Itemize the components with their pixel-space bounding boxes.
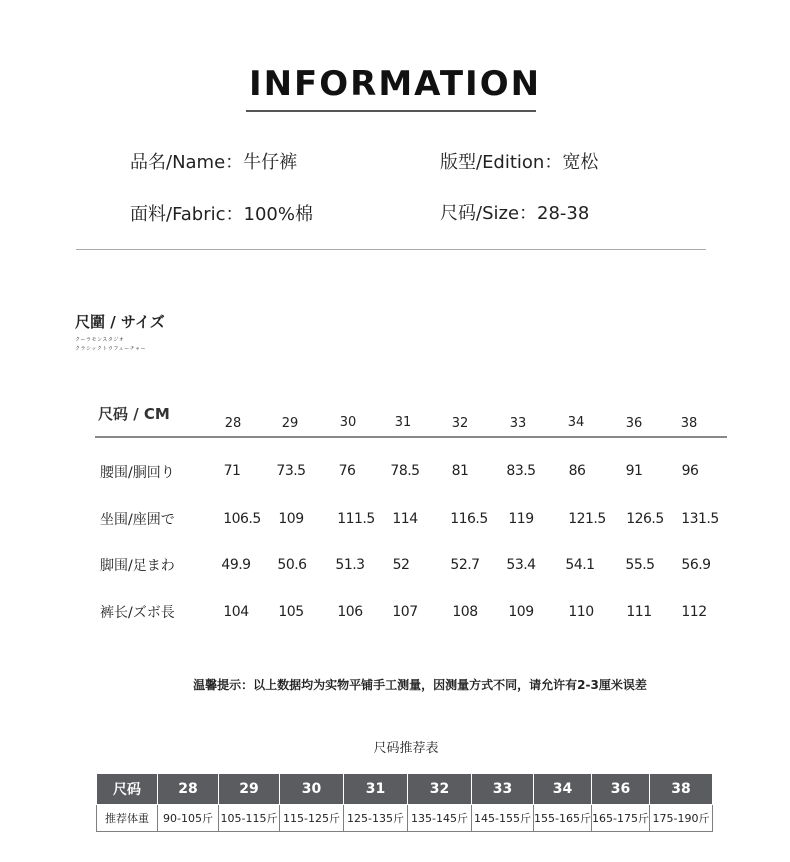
table-cell: 111 (626, 604, 652, 620)
size-col-header: 38 (680, 416, 698, 431)
recommend-weight-cell: 125-135斤 (344, 805, 408, 832)
size-col-header: 32 (451, 416, 469, 431)
recommend-header-row (97, 774, 713, 805)
table-cell: 56.9 (681, 557, 711, 573)
size-col-header: 36 (625, 416, 643, 431)
table-cell: 131.5 (681, 511, 719, 527)
table-cell: 121.5 (568, 511, 606, 527)
table-cell: 52.7 (450, 557, 480, 573)
table-cell: 49.9 (221, 557, 251, 573)
size-section-subtitle-2: クラシックトウフューチャー (75, 346, 147, 352)
size-header-label: 尺码 / CM (98, 405, 170, 423)
recommend-table (96, 773, 713, 832)
measurement-note: 温馨提示：以上数据均为实物平铺手工测量，因测量方式不同，请允许有2-3厘米误差 (193, 678, 647, 692)
table-cell: 86 (568, 463, 586, 479)
row-label-waist: 腰围/胴回り (100, 465, 175, 481)
row-label-length: 裤长/ズボ長 (100, 605, 175, 621)
recommend-size-cell: 33 (472, 774, 534, 805)
table-cell: 105 (278, 604, 304, 620)
table-cell: 51.3 (335, 557, 365, 573)
recommend-weight-cell: 105-115斤 (219, 805, 280, 832)
table-cell: 106 (337, 604, 363, 620)
recommend-size-cell: 34 (534, 774, 592, 805)
recommend-weight-cell: 165-175斤 (592, 805, 650, 832)
recommend-weight-cell: 155-165斤 (534, 805, 592, 832)
table-cell: 91 (625, 463, 643, 479)
table-cell: 78.5 (390, 463, 420, 479)
info-size: 尺码/Size：28-38 (440, 203, 590, 224)
table-cell: 96 (681, 463, 699, 479)
size-col-header: 28 (224, 416, 242, 431)
row-label-thigh: 脚围/足まわ (100, 558, 175, 574)
size-col-header: 30 (339, 415, 357, 430)
table-cell: 108 (452, 604, 478, 620)
info-name: 品名/Name：牛仔裤 (130, 152, 298, 173)
table-cell: 109 (508, 604, 534, 620)
table-cell: 71 (223, 463, 241, 479)
table-cell: 119 (508, 511, 534, 527)
size-section-title: 尺圍 / サイズ (75, 313, 165, 331)
table-cell: 110 (568, 604, 594, 620)
recommend-weight-cell: 145-155斤 (472, 805, 534, 832)
recommend-weight-cell: 175-190斤 (650, 805, 713, 832)
table-cell: 54.1 (565, 557, 595, 573)
page-title: INFORMATION (248, 64, 542, 104)
recommend-size-cell: 32 (408, 774, 472, 805)
table-cell: 107 (392, 604, 418, 620)
table-cell: 114 (392, 511, 418, 527)
table-cell: 73.5 (276, 463, 306, 479)
table-cell: 50.6 (277, 557, 307, 573)
size-col-header: 34 (567, 415, 585, 430)
recommend-weight-cell: 90-105斤 (158, 805, 219, 832)
table-cell: 116.5 (450, 511, 488, 527)
table-cell: 109 (278, 511, 304, 527)
table-cell: 52 (392, 557, 410, 573)
size-col-header: 33 (509, 416, 527, 431)
table-cell: 106.5 (223, 511, 261, 527)
recommend-header-label: 尺码 (97, 774, 158, 805)
size-col-header: 29 (281, 416, 299, 431)
recommend-size-cell: 28 (158, 774, 219, 805)
recommend-row-label: 推荐体重 (97, 805, 158, 832)
recommend-weight-row (97, 805, 713, 832)
recommend-size-cell: 31 (344, 774, 408, 805)
table-cell: 83.5 (506, 463, 536, 479)
recommend-size-cell: 36 (592, 774, 650, 805)
table-cell: 55.5 (625, 557, 655, 573)
recommend-title: 尺码推荐表 (373, 741, 439, 756)
recommend-size-cell: 38 (650, 774, 713, 805)
size-section-subtitle-1: クーラモンスタジオ (75, 337, 125, 343)
info-fabric: 面料/Fabric：100%棉 (130, 204, 313, 225)
recommend-weight-cell: 115-125斤 (280, 805, 344, 832)
table-cell: 112 (681, 604, 707, 620)
table-cell: 81 (451, 463, 469, 479)
recommend-size-cell: 29 (219, 774, 280, 805)
table-cell: 76 (338, 463, 356, 479)
recommend-size-cell: 30 (280, 774, 344, 805)
table-cell: 104 (223, 604, 249, 620)
table-cell: 126.5 (626, 511, 664, 527)
recommend-weight-cell: 135-145斤 (408, 805, 472, 832)
size-header-line (95, 436, 727, 438)
size-col-header: 31 (394, 415, 412, 430)
info-edition: 版型/Edition：宽松 (440, 152, 599, 173)
section-divider (76, 249, 706, 250)
table-cell: 53.4 (506, 557, 536, 573)
table-cell: 111.5 (337, 511, 375, 527)
title-underline (246, 110, 536, 112)
row-label-hip: 坐围/座囲で (100, 512, 175, 528)
